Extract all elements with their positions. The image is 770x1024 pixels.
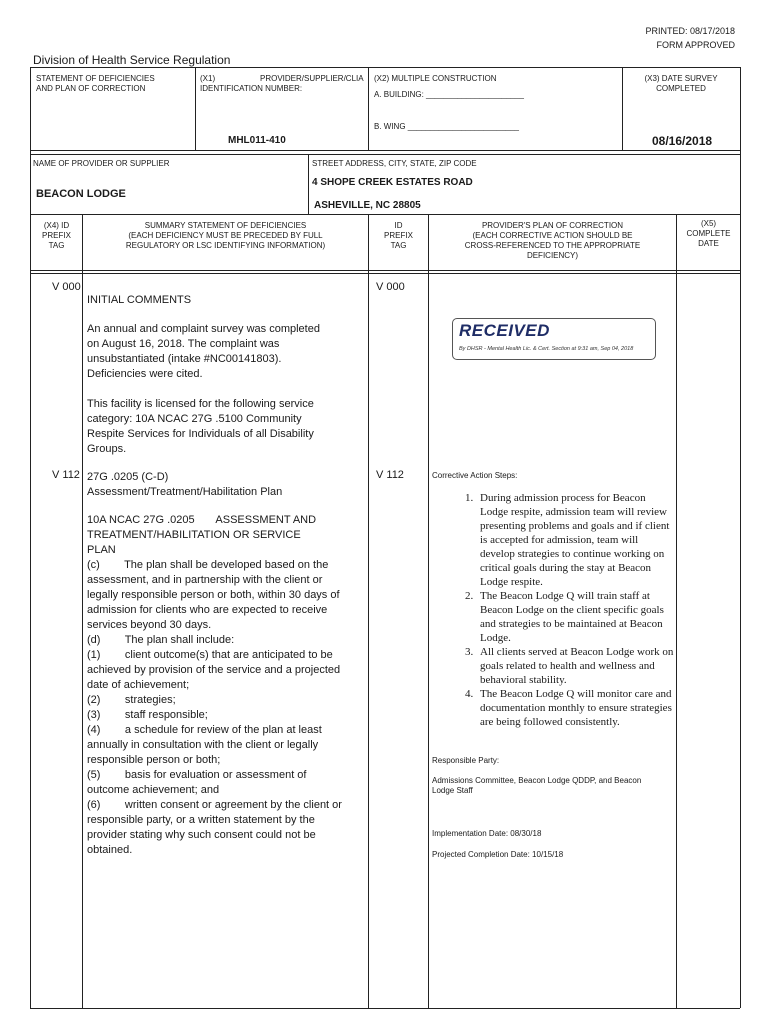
x1-id-label: IDENTIFICATION NUMBER:	[200, 84, 303, 93]
corrective-steps-list	[430, 491, 675, 729]
frame-row2-bottom	[30, 214, 740, 215]
col-div-id	[428, 214, 429, 1008]
received-stamp-title: RECEIVED	[459, 321, 550, 340]
corrective-step: 1. During admission process for Beacon Lodge respite, admission team will review presenting problems and goals and if client is accepted for admission, team will develop strategies to continue working on critical goals during the stay at Beacon Lodge respite.	[476, 491, 675, 589]
row2-div	[308, 154, 309, 214]
projected-completion-date: Projected Completion Date: 10/15/18	[432, 850, 564, 859]
frame-top	[30, 67, 740, 68]
provider-name: BEACON LODGE	[36, 188, 126, 200]
x3-value: 08/16/2018	[652, 134, 713, 148]
tag-v112-right: V 112	[376, 469, 404, 481]
col-header-plan: PROVIDER'S PLAN OF CORRECTION (EACH CORRECTIVE ACTION SHOULD BE CROSS-REFERENCED TO THE APPROPRIATE DEFICIENCY)	[464, 221, 641, 260]
row1-div-2	[368, 67, 369, 150]
x1-label: (X1)	[200, 74, 216, 83]
responsible-value: Admissions Committee, Beacon Lodge QDDP, and Beacon Lodge Staff	[432, 776, 642, 795]
address-label: STREET ADDRESS, CITY, STATE, ZIP CODE	[312, 159, 477, 168]
initial-comments-heading: INITIAL COMMENTS	[87, 294, 192, 306]
frame-left	[30, 67, 31, 1008]
tag-v000-left: V 000	[52, 281, 81, 293]
row1-div-1	[195, 67, 196, 150]
responsible-label: Responsible Party:	[432, 756, 500, 765]
frame-row1-bottom-double	[30, 154, 740, 155]
frame-bottom	[30, 1008, 740, 1009]
frame-header-bottom-double	[30, 273, 740, 274]
frame-header-bottom	[30, 270, 740, 271]
tag-v000-right: V 000	[376, 281, 405, 293]
col-header-x4: (X4) ID PREFIX TAG	[42, 221, 71, 250]
address-line2: ASHEVILLE, NC 28805	[314, 200, 421, 211]
col-div-x4	[82, 214, 83, 1008]
col-div-plan	[676, 214, 677, 1008]
corrective-step: 2. The Beacon Lodge Q will train staff at Beacon Lodge on the client specific goals and strategies to be maintained at Beacon Lodge.	[476, 589, 675, 645]
corrective-step: 3. All clients served at Beacon Lodge work on goals related to health and wellness and behavioral stability.	[476, 645, 675, 687]
provider-name-label: NAME OF PROVIDER OR SUPPLIER	[33, 159, 170, 168]
x1-provider-label: PROVIDER/SUPPLIER/CLIA	[260, 74, 364, 83]
tag-v112-left: V 112	[52, 469, 80, 481]
col-header-summary: SUMMARY STATEMENT OF DEFICIENCIES (EACH DEFICIENCY MUST BE PRECEDED BY FULL REGULATORY OR LSC IDENTIFYING INFORMATION)	[125, 221, 326, 250]
initial-comments-para1: An annual and complaint survey was completed on August 16, 2018. The complaint was unsubstantiated (intake #NC00141803). Deficiencies were cited.	[87, 323, 320, 380]
col-header-id: ID PREFIX TAG	[384, 221, 413, 250]
frame-row1-bottom	[30, 150, 740, 151]
row1-div-3	[622, 67, 623, 150]
division-title: Division of Health Service Regulation	[33, 53, 231, 67]
implementation-date: Implementation Date: 08/30/18	[432, 829, 542, 838]
building-line: A. BUILDING: ______________________	[374, 90, 524, 99]
statement-label: STATEMENT OF DEFICIENCIES AND PLAN OF CORRECTION	[36, 74, 155, 93]
corrective-step: 4. The Beacon Lodge Q will monitor care and documentation monthly to ensure strategies are being followed consistently.	[476, 687, 675, 729]
form-approved: FORM APPROVED	[656, 40, 735, 50]
address-line1: 4 SHOPE CREEK ESTATES ROAD	[312, 177, 473, 188]
col-div-summary	[368, 214, 369, 1008]
x1-value: MHL011-410	[228, 135, 286, 146]
initial-comments-para2: This facility is licensed for the following service category: 10A NCAC 27G .5100 Community Respite Services for Individuals of all Disability Groups.	[87, 398, 314, 455]
plan-heading: Corrective Action Steps:	[432, 471, 518, 480]
v112-title: 27G .0205 (C-D) Assessment/Treatment/Habilitation Plan	[87, 471, 283, 498]
printed-date: PRINTED: 08/17/2018	[645, 26, 735, 36]
frame-right	[740, 67, 741, 1008]
col-header-x5: (X5) COMPLETE DATE	[686, 219, 731, 248]
received-stamp	[452, 318, 656, 360]
received-stamp-subtitle: By DHSR - Mental Health Lic. & Cert. Section at 9:31 am, Sep 04, 2018	[459, 346, 634, 352]
x3-label: (X3) DATE SURVEY COMPLETED	[644, 74, 718, 93]
x2-label: (X2) MULTIPLE CONSTRUCTION	[374, 74, 497, 83]
wing-line: B. WING _________________________	[374, 122, 520, 131]
v112-rule-text: 10A NCAC 27G .0205 ASSESSMENT AND TREATMENT/HABILITATION OR SERVICE PLAN (c) The plan shall be developed based on the assessment, and in partnership with the client or legally responsible person or both, within 30 days of admission for clients who are expected to receive services beyond 30 days. (d) The plan shall include: (1) client outcome(s) that are anticipated to be achieved by provision of the service and a projected date of achievement; (2) strategies; (3) staff responsible; (4) a schedule for review of the plan at least annually in consultation with the client or legally responsible person or both; (5) basis for evaluation or assessment of outcome achievement; and (6) written consent or agreement by the client or responsible party, or a written statement by the provider stating why such consent could not be obtained.	[87, 514, 342, 856]
